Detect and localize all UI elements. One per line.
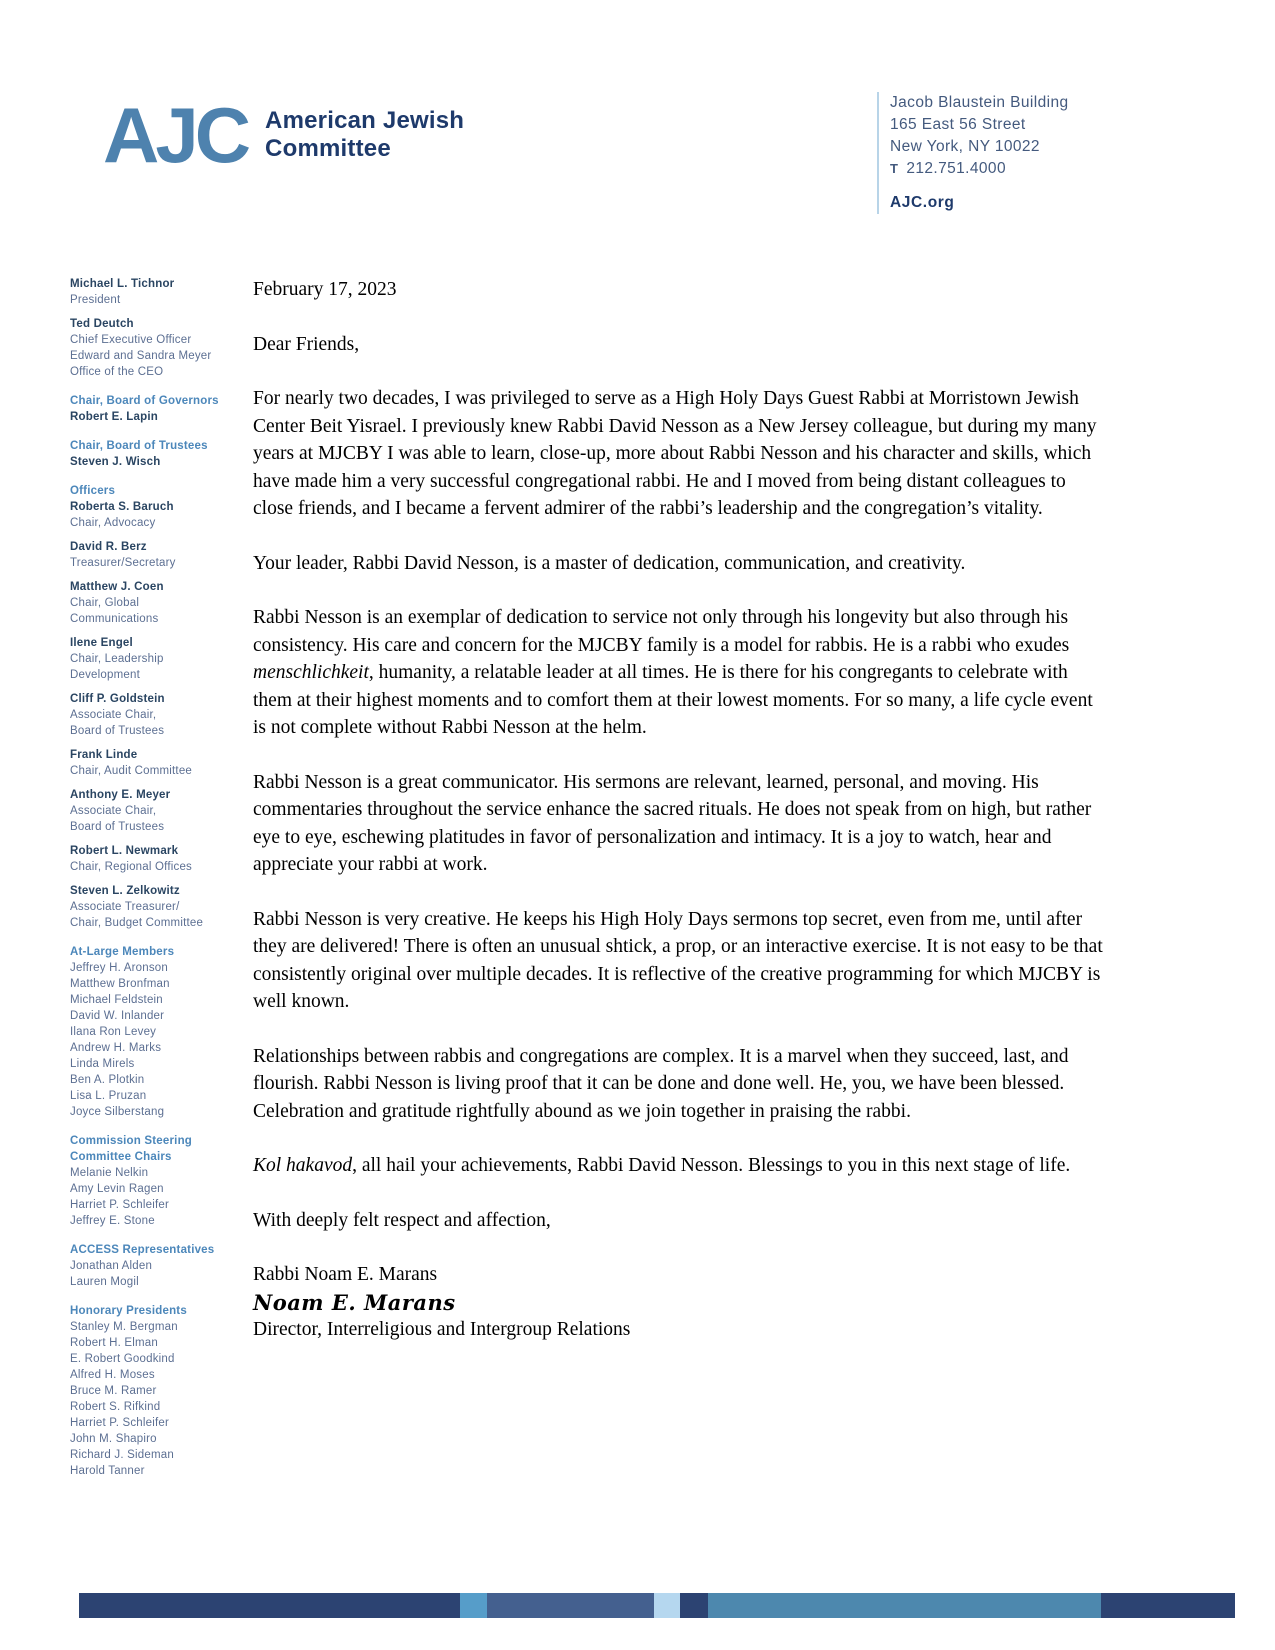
member-name: Matthew J. Coen [70, 581, 164, 593]
ajc-logo-org-name-line: Committee [265, 135, 391, 162]
sidebar-entry [70, 1399, 240, 1415]
sidebar-entry [70, 635, 240, 683]
member-name: John M. Shapiro [70, 1433, 157, 1445]
member-role: Office of the CEO [70, 366, 164, 378]
letter-closing: With deeply felt respect and affection, [253, 1209, 551, 1231]
member-role: Board of Trustees [70, 821, 165, 833]
member-name: Harriet P. Schleifer [70, 1417, 170, 1429]
paragraph-text: , all hail your achievements, Rabbi David Nesson. Blessings to you in this next stage of life. [352, 1155, 1071, 1176]
member-name: Ted Deutch [70, 318, 134, 330]
sidebar-entry [70, 1258, 240, 1274]
sidebar-section [70, 944, 240, 1120]
signer-name: Rabbi Noam E. Marans [253, 1264, 438, 1285]
member-name: Bruce M. Ramer [70, 1385, 157, 1397]
sidebar-entry [70, 1319, 240, 1335]
paragraph-text: Relationships between rabbis and congregations are complex. It is a marvel when they succeed, last, and flourish. Rabbi Nesson is living proof that it can be done and done well. He, you, we have been blessed. Celebration and gratitude rightfully abound as we join together in praising the rabbi. [253, 1045, 1069, 1122]
footer-bar-segment [680, 1593, 708, 1618]
member-name: Michael Feldstein [70, 994, 163, 1006]
letter-paragraphs [253, 385, 1105, 1180]
sidebar-entry [70, 1088, 240, 1104]
member-name: Alfred H. Moses [70, 1369, 155, 1381]
sidebar-entry [70, 1463, 240, 1479]
member-role: Edward and Sandra Meyer [70, 350, 212, 362]
sidebar-entry [70, 276, 240, 308]
member-name: Joyce Silberstang [70, 1106, 165, 1118]
sidebar-section-heading: At-Large Members [70, 946, 175, 958]
sidebar-entry [70, 1104, 240, 1120]
italic-phrase: menschlichkeit [253, 662, 369, 683]
letter-salutation: Dear Friends, [253, 333, 360, 355]
footer-bar-segment [1101, 1593, 1235, 1618]
member-name: Frank Linde [70, 749, 138, 761]
sidebar-section [70, 276, 240, 380]
sidebar-entry [70, 454, 240, 470]
sidebar-entry [70, 1165, 240, 1181]
italic-phrase: Kol hakavod [253, 1155, 353, 1176]
sidebar-entry [70, 960, 240, 976]
sidebar-entry [70, 1040, 240, 1056]
letter-paragraph [253, 604, 1105, 742]
website-link[interactable]: AJC.org [890, 194, 955, 211]
member-name: Jeffrey E. Stone [70, 1215, 155, 1227]
member-name: David W. Inlander [70, 1010, 165, 1022]
paragraph-text: Rabbi Nesson is very creative. He keeps his High Holy Days sermons top secret, even from me, until after they are delivered! There is often an unusual shtick, a prop, or an interactive exercise. It is not easy to be that consistently original over multiple decades. It is reflective of the creative programming for which MJCBY is well known. [253, 908, 1103, 1012]
sidebar-entry [70, 1367, 240, 1383]
member-name: Robert E. Lapin [70, 411, 158, 423]
letter-date: February 17, 2023 [253, 279, 397, 300]
member-role: Chair, Leadership [70, 653, 164, 665]
footer-bar-segment [708, 1593, 1101, 1618]
letter-paragraph [253, 1043, 1105, 1126]
footer-color-bar [79, 1593, 1235, 1618]
sidebar-entry [70, 1056, 240, 1072]
member-role: Chair, Global [70, 597, 140, 609]
sidebar-entry [70, 1335, 240, 1351]
member-name: Roberta S. Baruch [70, 501, 174, 513]
letter-paragraph [253, 1152, 1105, 1180]
member-role: Board of Trustees [70, 725, 165, 737]
paragraph-text: Rabbi Nesson is a great communicator. His sermons are relevant, learned, personal, and moving. His commentaries throughout the service enhance the sacred rituals. He does not speak from on high, but rather eye to eye, eschewing platitudes in favor of personalization and intimacy. It is a joy to watch, hear and appreciate your rabbi at work. [253, 771, 1092, 875]
member-name: Steven L. Zelkowitz [70, 885, 180, 897]
member-role: Communications [70, 613, 159, 625]
member-name: David R. Berz [70, 541, 147, 553]
sidebar-entry [70, 1351, 240, 1367]
paragraph-text: Rabbi Nesson is an exemplar of dedication to service not only through his longevity but also through his consistency. His care and concern for the MJCBY family is a model for rabbis. He is a rabbi who exudes [253, 607, 1070, 656]
member-name: Linda Mirels [70, 1058, 135, 1070]
contact-street: 165 East 56 Street [890, 116, 1026, 133]
member-name: Ilana Ron Levey [70, 1026, 157, 1038]
ajc-logo-org-name [265, 107, 464, 163]
sidebar-section-heading: Commission Steering Committee Chairs [70, 1135, 193, 1163]
footer-bar-segment [79, 1593, 460, 1618]
member-role: Associate Treasurer/ [70, 901, 180, 913]
member-name: Stanley M. Bergman [70, 1321, 178, 1333]
signer-title: Director, Interreligious and Intergroup Relations [253, 1319, 631, 1340]
sidebar [70, 276, 240, 1492]
member-name: Michael L. Tichnor [70, 278, 175, 290]
sidebar-entry [70, 843, 240, 875]
sidebar-entry [70, 1197, 240, 1213]
sidebar-entry [70, 579, 240, 627]
sidebar-entry [70, 539, 240, 571]
sidebar-section [70, 1303, 240, 1479]
contact-block [890, 92, 1069, 214]
sidebar-entry [70, 883, 240, 931]
member-role: Chair, Advocacy [70, 517, 156, 529]
member-role: Associate Chair, [70, 805, 157, 817]
letter-paragraph [253, 550, 1105, 578]
paragraph-text: Your leader, Rabbi David Nesson, is a master of dedication, communication, and creativity. [253, 552, 966, 574]
member-name: Ben A. Plotkin [70, 1074, 145, 1086]
footer-bar-segment [460, 1593, 487, 1618]
signer-block [253, 1261, 1105, 1344]
sidebar-entry [70, 1072, 240, 1088]
sidebar-section [70, 1133, 240, 1229]
ajc-logo [103, 92, 464, 178]
member-name: Robert S. Rifkind [70, 1401, 161, 1413]
sidebar-section [70, 393, 240, 425]
contact-building: Jacob Blaustein Building [890, 94, 1069, 111]
sidebar-entry [70, 409, 240, 425]
paragraph-text: , humanity, a relatable leader at all times. He is there for his congregants to celebrate with them at their highest moments and to comfort them at their lowest moments. For so many, a life cycle event is not complete without Rabbi Nesson at the helm. [253, 662, 1093, 738]
sidebar-entry [70, 499, 240, 531]
member-role: Chair, Audit Committee [70, 765, 193, 777]
contact-city: New York, NY 10022 [890, 138, 1040, 155]
member-role: President [70, 294, 121, 306]
sidebar-section [70, 483, 240, 931]
member-name: Robert L. Newmark [70, 845, 179, 857]
member-name: Matthew Bronfman [70, 978, 170, 990]
handwritten-signature: Noam E. Marans [253, 1289, 456, 1315]
sidebar-entry [70, 1383, 240, 1399]
sidebar-entry [70, 992, 240, 1008]
member-name: Harriet P. Schleifer [70, 1199, 170, 1211]
sidebar-entry [70, 691, 240, 739]
contact-phone [890, 158, 1069, 180]
ajc-logo-org-name-line: American Jewish [265, 107, 465, 134]
sidebar-entry [70, 976, 240, 992]
member-name: Cliff P. Goldstein [70, 693, 165, 705]
member-name: Ilene Engel [70, 637, 133, 649]
member-role: Associate Chair, [70, 709, 157, 721]
member-role: Development [70, 669, 140, 681]
sidebar-section [70, 438, 240, 470]
member-name: Jonathan Alden [70, 1260, 153, 1272]
member-role: Chief Executive Officer [70, 334, 192, 346]
member-name: Andrew H. Marks [70, 1042, 162, 1054]
ajc-logo-acronym: AJC [103, 91, 248, 179]
member-name: Lisa L. Pruzan [70, 1090, 147, 1102]
member-name: Steven J. Wisch [70, 456, 161, 468]
sidebar-section-heading: ACCESS Representatives [70, 1244, 215, 1256]
sidebar-section-heading: Officers [70, 485, 116, 497]
member-name: Amy Levin Ragen [70, 1183, 164, 1195]
member-name: E. Robert Goodkind [70, 1353, 175, 1365]
phone-label: T [890, 161, 899, 176]
sidebar-entry [70, 787, 240, 835]
sidebar-section-heading: Chair, Board of Trustees [70, 440, 208, 452]
sidebar-entry [70, 1274, 240, 1290]
phone-number: 212.751.4000 [906, 160, 1006, 177]
sidebar-entry [70, 1008, 240, 1024]
letter-paragraph [253, 906, 1105, 1016]
member-role: Chair, Budget Committee [70, 917, 204, 929]
member-name: Melanie Nelkin [70, 1167, 149, 1179]
member-role: Chair, Regional Offices [70, 861, 193, 873]
member-name: Lauren Mogil [70, 1276, 139, 1288]
sidebar-entry [70, 1415, 240, 1431]
sidebar-entry [70, 316, 240, 380]
sidebar-entry [70, 1024, 240, 1040]
sidebar-section-heading: Chair, Board of Governors [70, 395, 219, 407]
member-name: Robert H. Elman [70, 1337, 159, 1349]
sidebar-entry [70, 747, 240, 779]
letter-paragraph [253, 385, 1105, 523]
sidebar-section [70, 1242, 240, 1290]
member-name: Anthony E. Meyer [70, 789, 171, 801]
sidebar-entry [70, 1181, 240, 1197]
letter-paragraph [253, 769, 1105, 879]
footer-bar-segment [654, 1593, 681, 1618]
contact-divider-rule [877, 92, 879, 214]
sidebar-entry [70, 1447, 240, 1463]
member-role: Treasurer/Secretary [70, 557, 176, 569]
footer-bar-segment [487, 1593, 653, 1618]
sidebar-entry [70, 1213, 240, 1229]
sidebar-entry [70, 1431, 240, 1447]
sidebar-section-heading: Honorary Presidents [70, 1305, 187, 1317]
letter-body [253, 276, 1105, 1344]
member-name: Jeffrey H. Aronson [70, 962, 168, 974]
member-name: Richard J. Sideman [70, 1449, 174, 1461]
member-name: Harold Tanner [70, 1465, 145, 1477]
paragraph-text: For nearly two decades, I was privileged to serve as a High Holy Days Guest Rabbi at Morristown Jewish Center Beit Yisrael. I previously knew Rabbi David Nesson as a New Jersey colleague, but during my many years at MJCBY I was able to learn, close-up, more about Rabbi Nesson and his character and skills, which have made him a very successful congregational rabbi. He and I moved from being distant colleagues to close friends, and I became a fervent admirer of the rabbi’s leadership and the congregation’s vitality. [253, 388, 1097, 519]
